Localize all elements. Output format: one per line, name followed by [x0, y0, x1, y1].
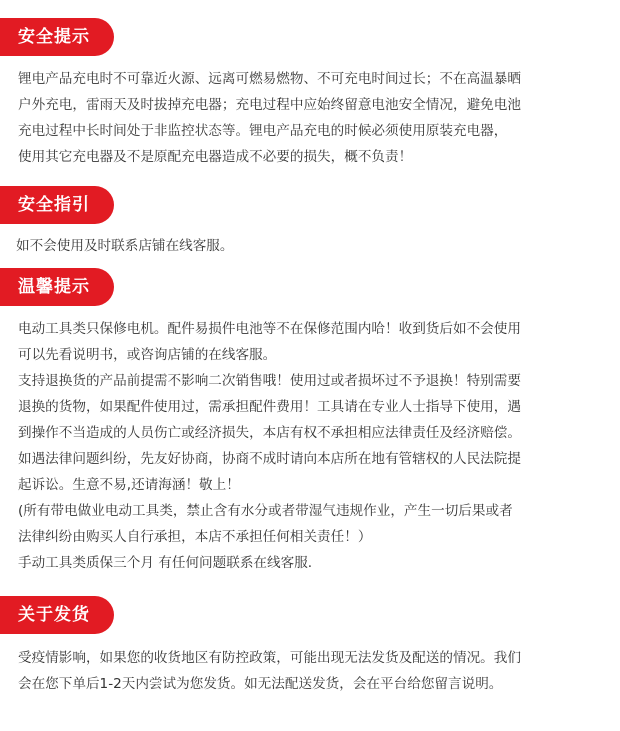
- text-line: 可以先看说明书，或咨询店铺的在线客服。: [18, 347, 277, 363]
- text-line: 到操作不当造成的人员伤亡或经济损失，本店有权不承担相应法律责任及经济赔偿。: [18, 425, 521, 441]
- text-line: 手动工具类质保三个月 有任何问题联系在线客服.: [18, 555, 313, 571]
- text-line: 充电过程中长时间处于非监控状态等。锂电产品充电的时候必须使用原装充电器，: [18, 123, 508, 139]
- safety-guide-text: [16, 233, 604, 259]
- safety-tips-heading: 安全提示: [0, 18, 114, 56]
- text-line: 锂电产品充电时不可靠近火源、远离可燃易燃物、不可充电时间过长；不在高温暴晒: [18, 71, 521, 87]
- text-line: (所有带电做业电动工具类，禁止含有水分或者带湿气违规作业，产生一切后果或者: [18, 503, 513, 519]
- safety-guide-heading: 安全指引: [0, 186, 114, 224]
- text-line: 会在您下单后1-2天内尝试为您发货。如无法配送发货，会在平台给您留言说明。: [18, 676, 503, 692]
- text-line: 使用其它充电器及不是原配充电器造成不必要的损失，概不负责！: [18, 149, 413, 165]
- text-line: 支持退换货的产品前提需不影响二次销售哦！使用过或者损坏过不予退换！特别需要: [18, 373, 521, 389]
- warm-tips-heading: 温馨提示: [0, 268, 114, 306]
- shipping-text: [18, 645, 606, 697]
- text-line: 起诉讼。生意不易,还请海涵！敬上！: [18, 477, 240, 493]
- text-line: 退换的货物，如果配件使用过，需承担配件费用！工具请在专业人士指导下使用，遇: [18, 399, 521, 415]
- shipping-heading: 关于发货: [0, 596, 114, 634]
- text-line: 如不会使用及时联系店铺在线客服。: [16, 238, 234, 254]
- text-line: 法律纠纷由购买人自行承担，本店不承担任何相关责任！）: [18, 529, 372, 545]
- warm-tips-text: [18, 316, 606, 576]
- text-line: 如遇法律问题纠纷，先友好协商，协商不成时请向本店所在地有管辖权的人民法院提: [18, 451, 521, 467]
- text-line: 电动工具类只保修电机。配件易损件电池等不在保修范围内哈！收到货后如不会使用: [18, 321, 521, 337]
- safety-tips-text: [18, 66, 606, 170]
- text-line: 户外充电，雷雨天及时拔掉充电器；充电过程中应始终留意电池安全情况，避免电池: [18, 97, 521, 113]
- text-line: 受疫情影响，如果您的收货地区有防控政策，可能出现无法发货及配送的情况。我们: [18, 650, 521, 666]
